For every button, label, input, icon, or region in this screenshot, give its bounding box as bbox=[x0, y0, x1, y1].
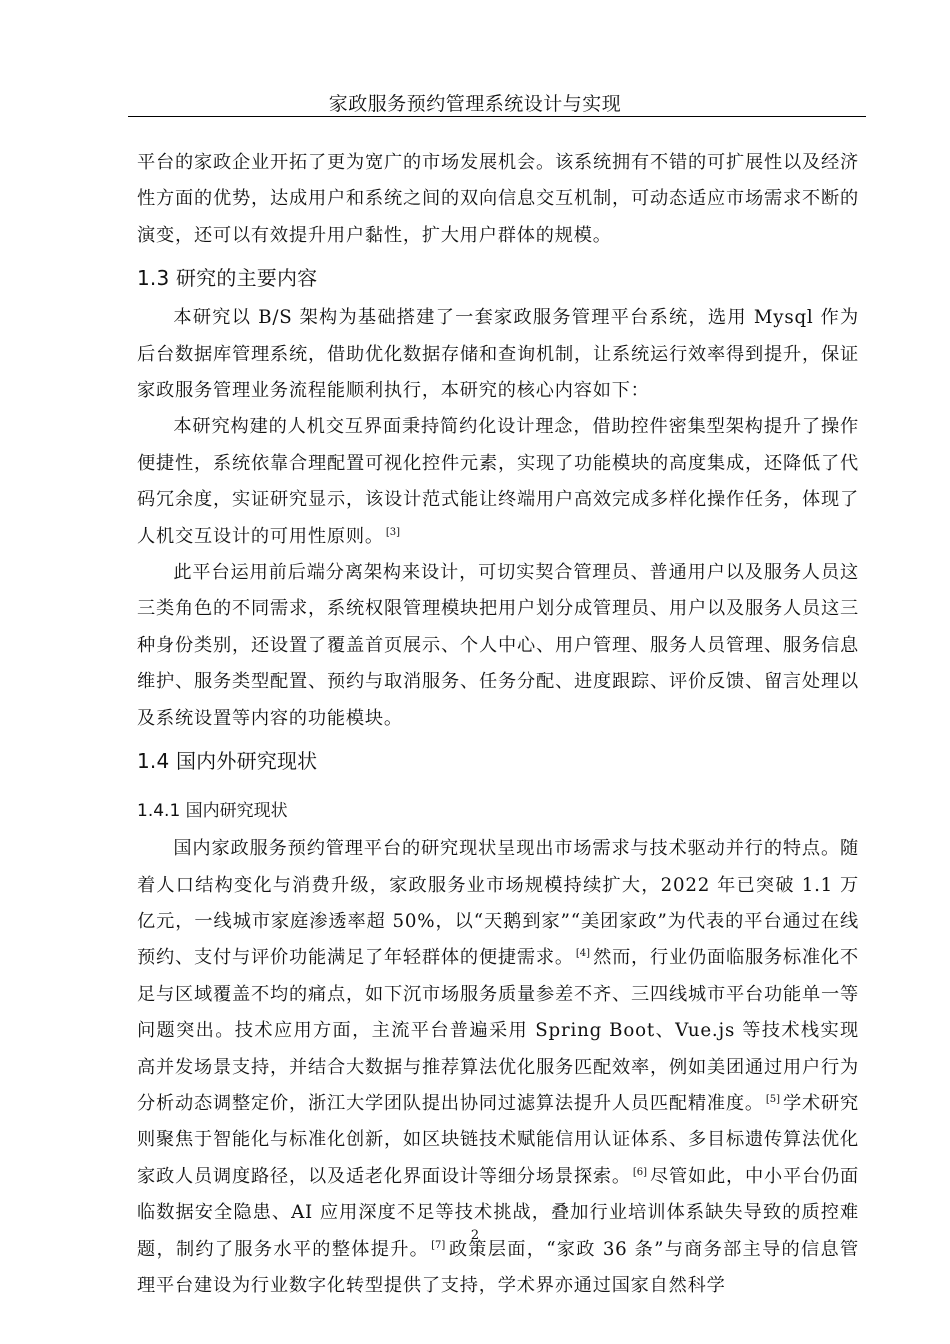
citation-7: [7] bbox=[431, 1239, 446, 1251]
paragraph-ui-design bbox=[137, 409, 859, 555]
paragraph-architecture: 此平台运用前后端分离架构来设计，可切实契合管理员、普通用户以及服务人员这三类角色的不同需求，系统权限管理模块把用户划分成管理员、用户以及服务人员这三种身份类别，还设置了覆盖首页展示、个人中心、用户管理、服务人员管理、服务信息维护、服务类型配置、预约与取消服务、任务分配、进度跟踪、评价反馈、留言处理以及系统设置等内容的功能模块。 bbox=[137, 562, 859, 729]
subsection-heading-1-4-1: 1.4.1 国内研究现状 bbox=[137, 801, 288, 822]
header-divider bbox=[128, 116, 866, 117]
section-heading-1-4: 1.4 国内外研究现状 bbox=[137, 749, 318, 774]
paragraph-ui-design-text: 本研究构建的人机交互界面秉持简约化设计理念，借助控件密集型架构提升了操作便捷性，系统依靠合理配置可视化控件元素，实现了功能模块的高度集成，还降低了代码冗余度，实证研究显示，该设计范式能让终端用户高效完成多样化操作任务，体现了人机交互设计的可用性原则。 bbox=[137, 416, 859, 547]
page-body bbox=[137, 145, 859, 1304]
page-number: 2 bbox=[470, 1228, 480, 1243]
citation-5: [5] bbox=[765, 1093, 781, 1105]
running-header-title: 家政服务预约管理系统设计与实现 bbox=[328, 93, 622, 115]
domestic-text-e: 政策层面，“家政 36 条”与商务部主导的信息管理平台建设为行业数字化转型提供了支持，学术界亦通过国家自然科学 bbox=[137, 1238, 859, 1296]
paragraph-research-basis: 本研究以 B/S 架构为基础搭建了一套家政服务管理平台系统，选用 Mysql 作为后台数据库管理系统，借助优化数据存储和查询机制，让系统运行效率得到提升，保证家政服务管理业务流程能顺利执行，本研究的核心内容如下： bbox=[137, 307, 859, 402]
domestic-text-c: 学术研究则聚焦于智能化与标准化创新，如区块链技术赋能信用认证体系、多目标遗传算法优化家政人员调度路径，以及适老化界面设计等细分场景探索。 bbox=[137, 1092, 859, 1187]
domestic-text-a: 国内家政服务预约管理平台的研究现状呈现出市场需求与技术驱动并行的特点。随着人口结构变化与消费升级，家政服务业市场规模持续扩大，2022 年已突破 1.1 万亿元，一线城市家庭渗透率超 50%，以“天鹅到家”“美团家政”为代表的平台通过在线预约、支付与评价功能满足了年轻群体的便捷需求。 bbox=[137, 838, 859, 969]
citation-6: [6] bbox=[632, 1166, 648, 1178]
section-heading-1-3: 1.3 研究的主要内容 bbox=[137, 266, 318, 291]
citation-4: [4] bbox=[575, 948, 591, 960]
citation-3: [3] bbox=[385, 526, 401, 538]
domestic-text-d: 尽管如此，中小平台仍面临数据安全隐患、AI 应用深度不足等技术挑战，叠加行业培训体系缺失导致的质控难题，制约了服务水平的整体提升。 bbox=[137, 1165, 859, 1260]
domestic-text-b: 然而，行业仍面临服务标准化不足与区域覆盖不均的痛点，如下沉市场服务质量参差不齐、三四线城市平台功能单一等问题突出。技术应用方面，主流平台普遍采用 Spring Boot、Vue.js 等技术栈实现高并发场景支持，并结合大数据与推荐算法优化服务匹配效率，例如美团通过用户行为分析动态调整定价，浙江大学团队提出协同过滤算法提升人员匹配精准度。 bbox=[137, 947, 859, 1114]
paragraph-continued: 平台的家政企业开拓了更为宽广的市场发展机会。该系统拥有不错的可扩展性以及经济性方面的优势，达成用户和系统之间的双向信息交互机制，可动态适应市场需求不断的演变，还可以有效提升用户黏性，扩大用户群体的规模。 bbox=[137, 152, 859, 246]
